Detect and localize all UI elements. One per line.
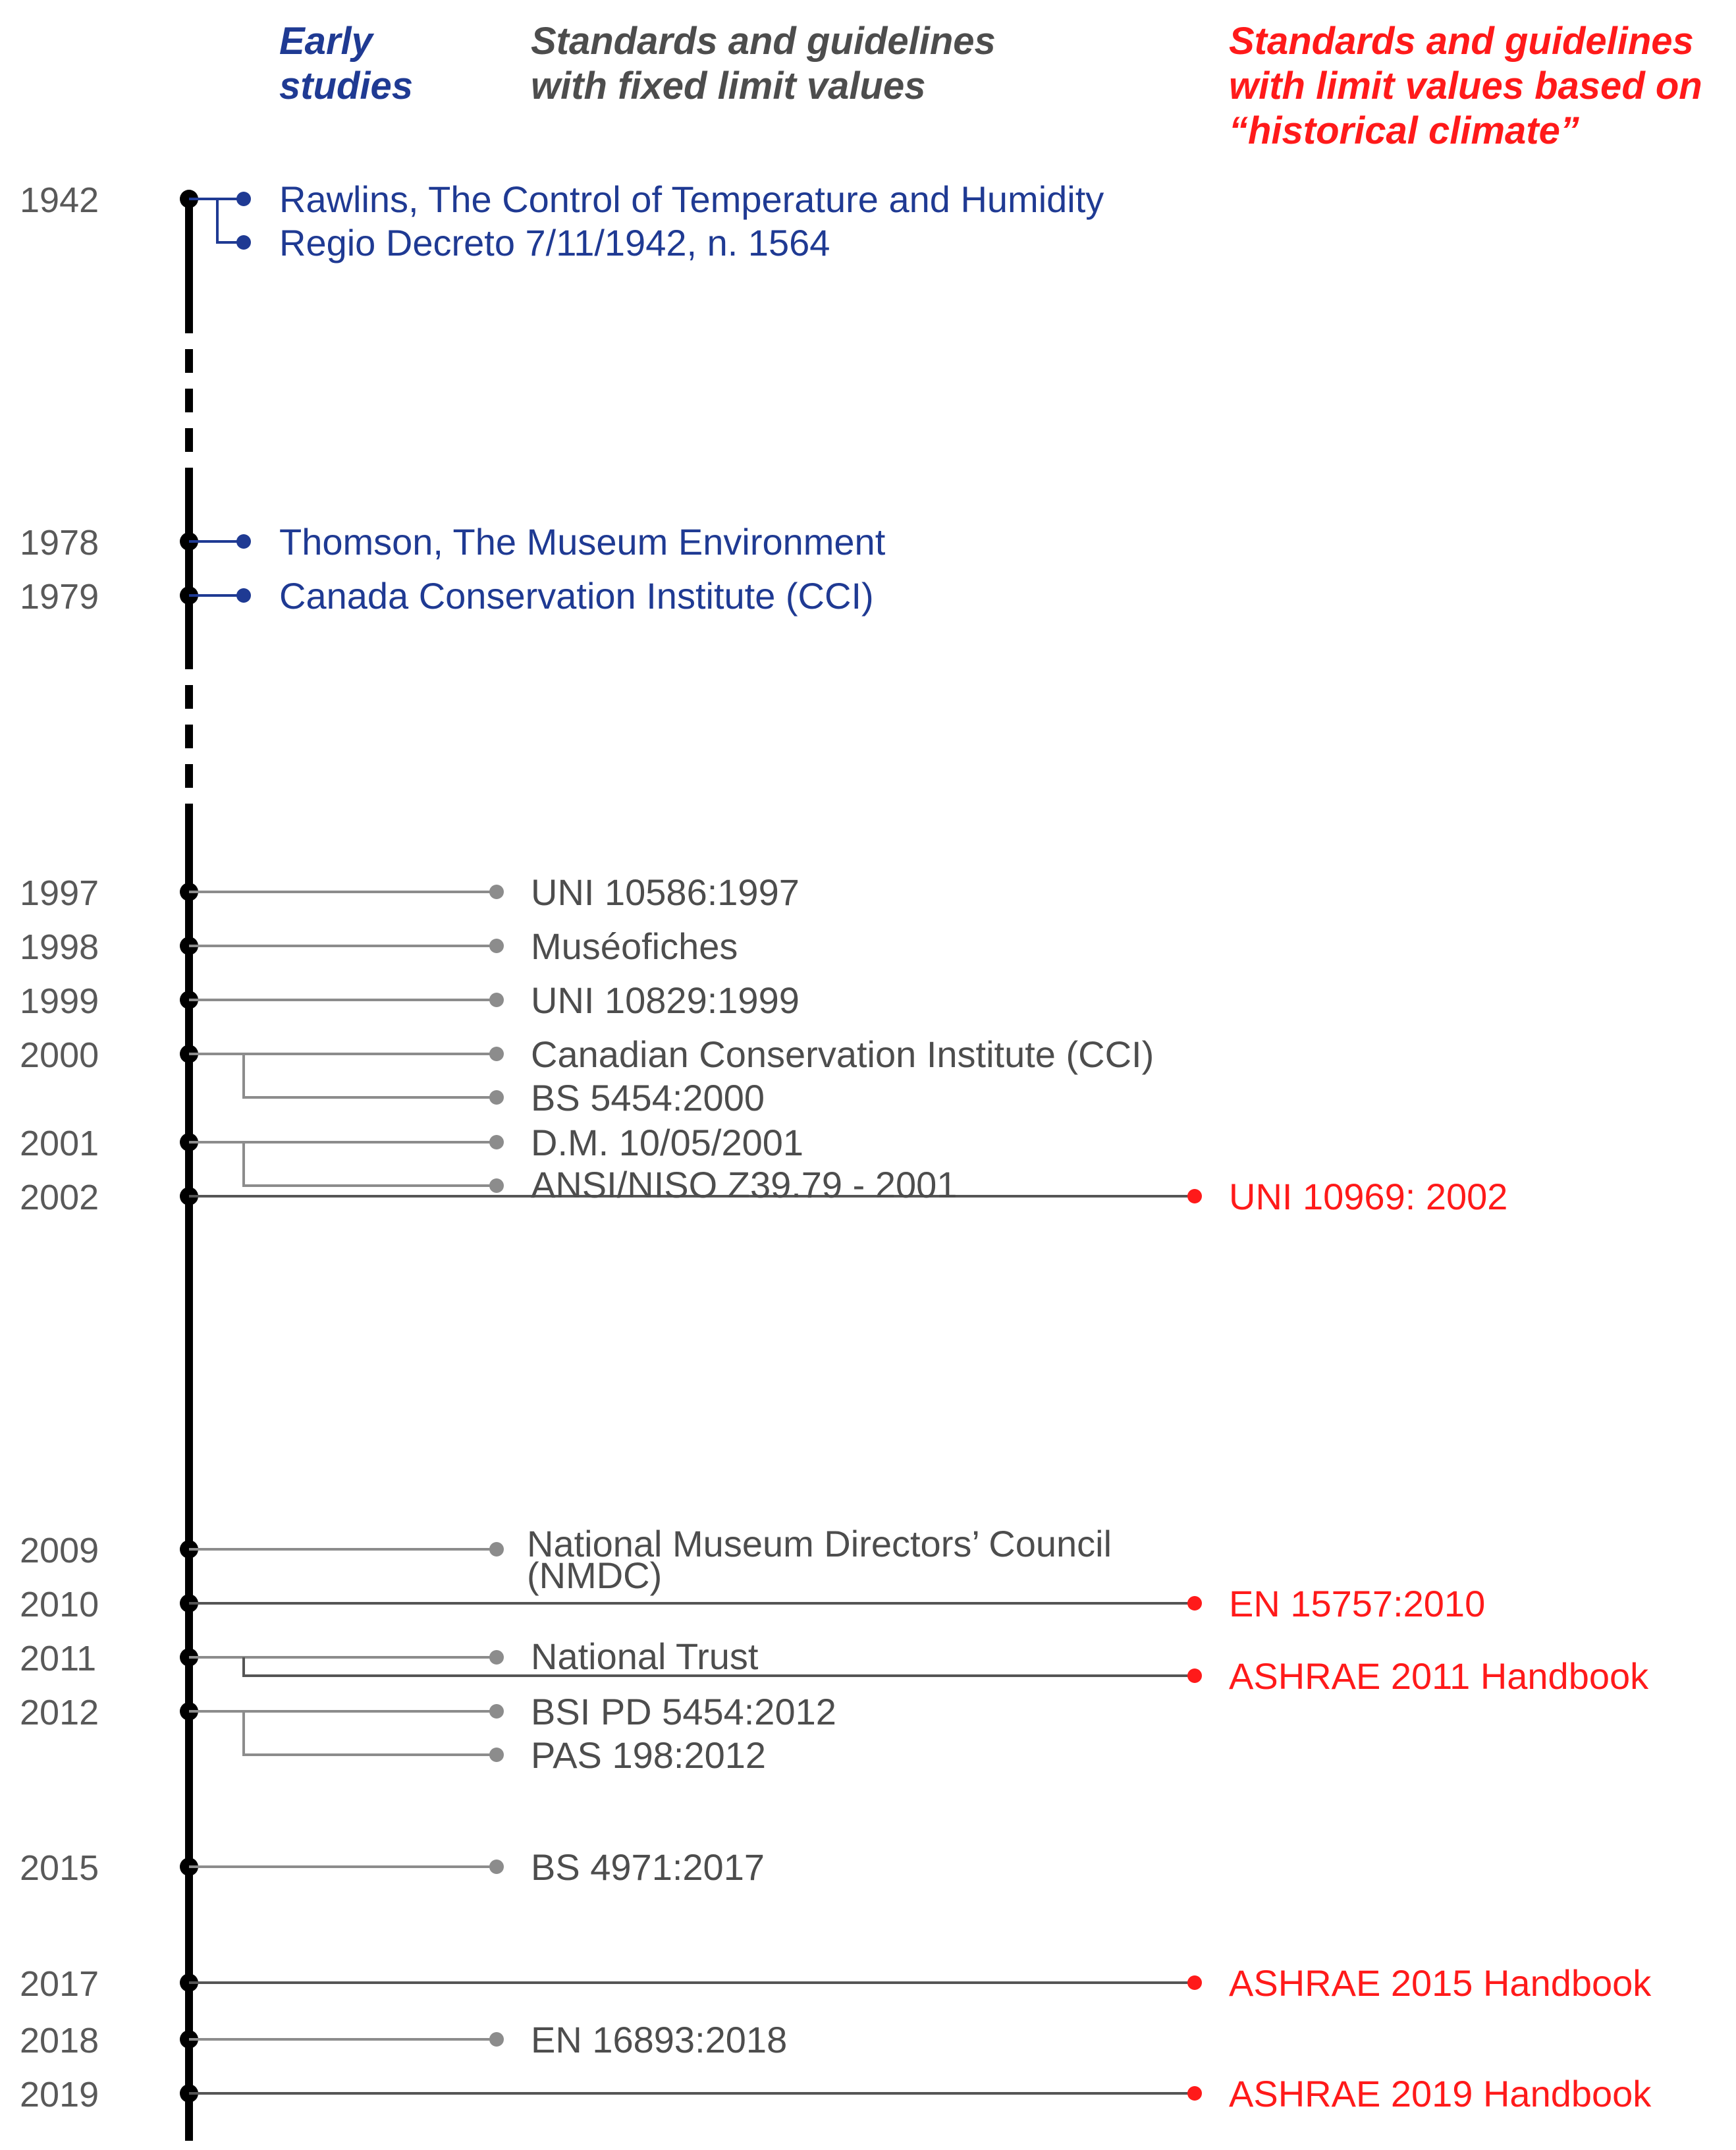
year-label: 1997	[20, 873, 99, 913]
entry-label: Rawlins, The Control of Temperature and Humidity	[279, 179, 1104, 220]
header-early-studies	[279, 20, 413, 107]
connector-line	[217, 199, 244, 242]
entry-label: ASHRAE 2019 Handbook	[1229, 2073, 1652, 2114]
header-fixed-limit	[531, 20, 996, 107]
entry-label: UNI 10586:1997	[531, 871, 800, 913]
entry-label: EN 15757:2010	[1229, 1583, 1486, 1624]
entry-dot	[489, 1650, 504, 1665]
entry-label-wrapper	[527, 1528, 1185, 1620]
entry-dot	[236, 588, 251, 603]
header-fixed-line-1: Standards and guidelines	[531, 20, 996, 63]
entry-dot	[489, 1748, 504, 1762]
entry-dot	[1187, 1596, 1202, 1611]
entry-label: ANSI/NISO Z39.79 - 2001	[531, 1164, 958, 1205]
connector-line	[244, 1711, 497, 1755]
year-label: 2000	[20, 1035, 99, 1075]
entry-dot	[489, 2032, 504, 2047]
entry-label: PAS 198:2012	[531, 1734, 767, 1776]
entry-label: Regio Decreto 7/11/1942, n. 1564	[279, 222, 830, 263]
entry-dot	[489, 1090, 504, 1105]
entry-label: National Trust	[531, 1636, 759, 1677]
entry-dot	[489, 1542, 504, 1557]
entry-label: UNI 10969: 2002	[1229, 1176, 1508, 1217]
connector-line	[244, 1054, 497, 1097]
entry-dot	[489, 1178, 504, 1193]
year-label: 2010	[20, 1585, 99, 1624]
entry-label: BSI PD 5454:2012	[531, 1691, 836, 1732]
entry-dot	[489, 993, 504, 1007]
entries	[236, 179, 1652, 2114]
entry-label: Muséofiches	[531, 925, 738, 967]
entry-label: ASHRAE 2011 Handbook	[1229, 1655, 1649, 1697]
connector-line	[244, 1142, 497, 1186]
entry-label: ASHRAE 2015 Handbook	[1229, 1962, 1652, 2004]
year-label: 2012	[20, 1693, 99, 1732]
header-historical-line-2: with limit values based on	[1229, 65, 1702, 107]
entry-label: EN 16893:2018	[531, 2019, 788, 2060]
entry-dot	[489, 1047, 504, 1061]
year-label: 1942	[20, 180, 99, 220]
year-labels	[20, 180, 99, 2114]
entry-label: National Museum Directors’ Council (NMDC)	[527, 1528, 1112, 1596]
entry-dot	[489, 1704, 504, 1719]
entry-dot	[1187, 2086, 1202, 2101]
year-label: 1998	[20, 927, 99, 967]
entry-label: BS 5454:2000	[531, 1077, 765, 1118]
entry-dot	[236, 192, 251, 206]
entry-dot	[1187, 1668, 1202, 1683]
entry-dot	[236, 235, 251, 250]
entry-label: D.M. 10/05/2001	[531, 1122, 804, 1163]
entry-dot	[489, 939, 504, 953]
entry-dot	[489, 1135, 504, 1149]
header-historical-climate	[1229, 20, 1702, 152]
header-fixed-line-2: with fixed limit values	[531, 65, 926, 107]
year-label: 2002	[20, 1178, 99, 1217]
year-label: 2018	[20, 2021, 99, 2060]
year-label: 2019	[20, 2075, 99, 2114]
entry-label: Canada Conservation Institute (CCI)	[279, 575, 874, 617]
entry-label: UNI 10829:1999	[531, 979, 800, 1021]
year-label: 1999	[20, 981, 99, 1021]
entry-label: Canadian Conservation Institute (CCI)	[531, 1034, 1154, 1075]
entry-dot	[489, 885, 504, 899]
header-early-line-2: studies	[279, 65, 414, 107]
header-historical-line-1: Standards and guidelines	[1229, 20, 1694, 63]
entry-dot	[489, 1860, 504, 1874]
header-historical-line-3: “historical climate”	[1229, 109, 1579, 152]
entry-dot	[1187, 1189, 1202, 1203]
entry-label: BS 4971:2017	[531, 1846, 765, 1888]
year-label: 2011	[20, 1639, 97, 1678]
entry-dot	[1187, 1975, 1202, 1990]
year-label: 1979	[20, 577, 99, 617]
year-label: 2001	[20, 1124, 99, 1163]
year-label: 2017	[20, 1964, 99, 2004]
header-early-line-1: Early	[279, 20, 373, 63]
entry-dot	[236, 534, 251, 549]
year-label: 2015	[20, 1848, 99, 1888]
entry-label: Thomson, The Museum Environment	[279, 521, 886, 563]
year-label: 2009	[20, 1531, 99, 1570]
year-label: 1978	[20, 523, 99, 563]
